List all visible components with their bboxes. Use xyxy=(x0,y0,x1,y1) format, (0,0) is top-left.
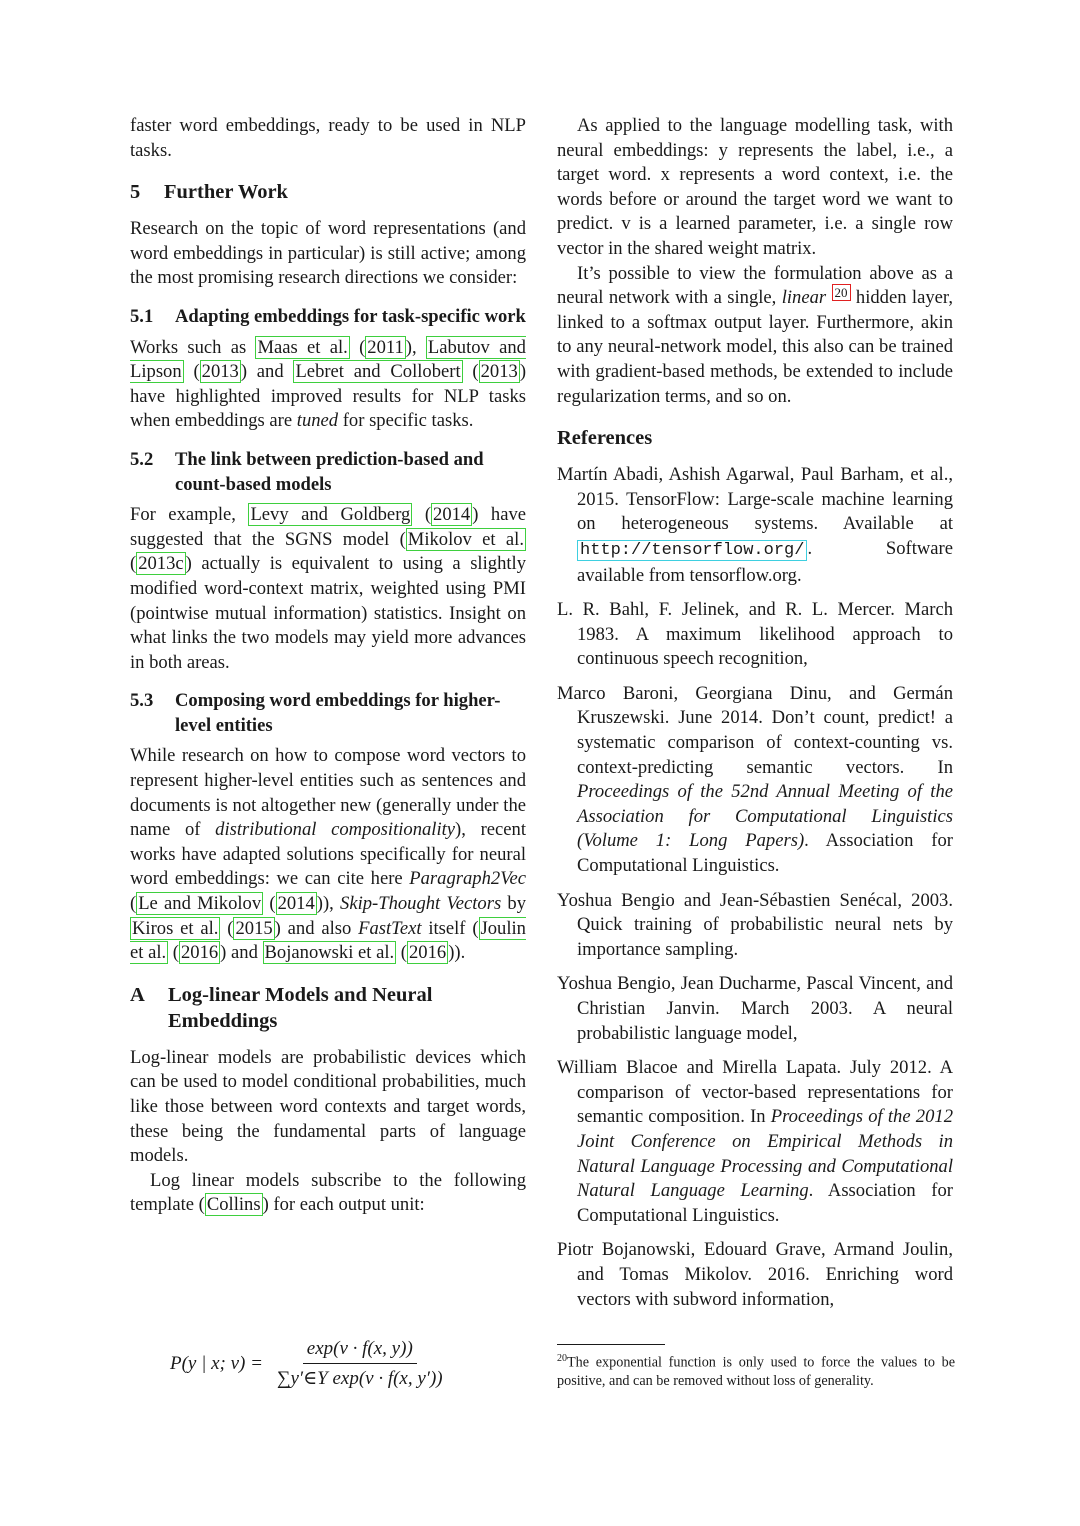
citation-link[interactable]: Levy and Goldberg xyxy=(250,504,411,526)
section-5-3-heading xyxy=(130,689,526,738)
left-column xyxy=(130,114,526,1218)
text: Marco Baroni, Georgiana Dinu, and Germán Kruszewski. June 2014. Don’t count, predict! a systematic comparison of context-counting vs. context-predicting semantic vectors. In xyxy=(557,682,953,778)
text: While research on how to compose word vectors to represent higher-level entities such as sentences and documents is not altogether new (generally under the name of xyxy=(130,745,526,841)
reference-item: Yoshua Bengio, Jean Ducharme, Pascal Vincent, and Christian Janvin. March 2003. A neural probabilistic language model, xyxy=(557,973,953,1044)
log-linear-equation xyxy=(170,1338,447,1390)
text: ) for each output unit: xyxy=(262,1194,425,1216)
emphasis: Paragraph2Vec xyxy=(409,868,526,890)
url-link[interactable]: http://tensorflow.org/ xyxy=(577,540,807,561)
reference-item xyxy=(557,1056,953,1228)
text: ) actually is equivalent to using a slightly modified word-context matrix, weighted using PMI (pointwise mutual information) statistics. Insight on what links the two models may yield more advances in both areas. xyxy=(130,553,526,673)
text: and xyxy=(226,942,263,964)
footnote-link[interactable]: 20 xyxy=(832,284,851,301)
citation-link[interactable]: Labutov and Lipson xyxy=(130,336,526,383)
right-column xyxy=(557,114,953,1322)
appendix-a-heading xyxy=(130,982,526,1034)
section-5-1-paragraph: Works such as Maas et al. ( 2011 ), Labutov and Lipson ( 2013 ) and Lebret and Collobert ( 2013 ) have highlighted improved results for NLP tasks when embeddings are tuned for specific tasks. xyxy=(130,336,527,432)
text: ), recent works have adapted solutions specifically for neural word embeddings: we can cite here xyxy=(130,819,526,890)
appendix-paragraph-2 xyxy=(130,1169,526,1218)
footnote xyxy=(557,1350,955,1390)
text: Log linear models subscribe to the following template ( xyxy=(130,1169,526,1216)
section-title: Composing word embeddings for higher-level entities xyxy=(175,690,501,736)
text: itself ( xyxy=(421,917,479,939)
emphasis: tuned xyxy=(296,410,339,432)
citation-link[interactable]: Bojanowski et al. xyxy=(264,942,395,964)
citation-link[interactable]: Le and Mikolov xyxy=(138,893,262,915)
text: . Software available from tensorflow.org. xyxy=(577,537,953,586)
emphasis: Skip-Thought Vectors xyxy=(340,893,502,915)
reference-item: L. R. Bahl, F. Jelinek, and R. L. Mercer. March 1983. A maximum likelihood approach to continuous speech recognition, xyxy=(557,599,953,670)
citation-year-link[interactable]: 2016 xyxy=(409,942,447,964)
section-title: Adapting embeddings for task-specific work xyxy=(175,305,526,327)
text: It’s possible to view the formulation above as a neural network with a single, xyxy=(557,262,953,309)
section-number: 5 xyxy=(130,181,141,204)
text: . Association for Computational Linguistics. xyxy=(577,830,953,877)
emphasis: linear xyxy=(781,287,827,309)
text: have suggested that the SGNS model ( xyxy=(130,504,527,550)
footnote-rule xyxy=(557,1344,665,1345)
text: Martín Abadi, Ashish Agarwal, Paul Barham, et al., 2015. TensorFlow: Large-scale machine learning on heterogeneous systems. Available at xyxy=(557,464,953,535)
section-5-1-heading xyxy=(130,305,526,330)
venue: Proceedings of the 2012 Joint Conference on Empirical Methods in Natural Language Processing and Computational Natural Language Learning xyxy=(577,1106,953,1202)
section-number: 5.2 xyxy=(130,448,154,470)
citation-link[interactable]: Kiros et al. xyxy=(132,917,219,939)
footnote-number: 20 xyxy=(557,1353,567,1364)
reference-item: Yoshua Bengio and Jean-Sébastien Senécal, 2003. Quick training of probabilistic neural nets by importance sampling. xyxy=(557,889,953,960)
text: for specific tasks. xyxy=(338,410,474,432)
citation-year-link[interactable]: 2013 xyxy=(480,361,518,383)
reference-list xyxy=(557,463,953,1312)
section-5-2-paragraph: For example, Levy and Goldberg ( 2014 ) have suggested that the SGNS model ( Mikolov et al. ( 2013c ) actually is equivalent to using a slightly modified word-context matrix, weighted using PMI (pointwise mutual information) statistics. Insight on what links the two models may yield more advances in both areas. xyxy=(130,504,527,673)
citation-link[interactable]: Joulin et al. xyxy=(130,917,526,964)
section-title: Further Work xyxy=(164,181,288,204)
right-paragraph-1: As applied to the language modelling task, with neural embeddings: y represents the label, i.e., a target word. x represents a word context, i.e. the words before or around the target word we want to predict. v is a learned parameter, i.e. a single row vector in the shared weight matrix. xyxy=(557,115,953,259)
section-number: 5.3 xyxy=(130,690,154,712)
reference-item xyxy=(557,463,953,588)
references-heading: References xyxy=(557,427,653,450)
right-paragraph-2 xyxy=(557,262,953,410)
citation-year-link[interactable]: 2014 xyxy=(433,504,471,526)
equation-denominator: ∑y′∈Y exp(v · f(x, y′)) xyxy=(276,1368,443,1389)
section-title: The link between prediction-based and count-based models xyxy=(175,448,484,495)
text: by xyxy=(501,893,526,915)
citation-year-link[interactable]: 2011 xyxy=(367,336,404,358)
citation-year-link[interactable]: 2015 xyxy=(235,917,273,939)
emphasis: distributional compositionality xyxy=(215,819,456,841)
intro-paragraph: faster word embeddings, ready to be used in NLP tasks. xyxy=(130,115,526,161)
section-5-heading xyxy=(130,179,526,205)
footnote-text: The exponential function is only used to force the values to be positive, and can be removed without loss of generality. xyxy=(557,1354,955,1389)
citation-year-link[interactable]: 2016 xyxy=(180,942,219,964)
text: . Association for Computational Linguistics. xyxy=(577,1180,953,1226)
section-number: 5.1 xyxy=(130,305,154,327)
text: For example, xyxy=(130,504,249,526)
reference-item: Piotr Bojanowski, Edouard Grave, Armand Joulin, and Tomas Mikolov. 2016. Enriching word vectors with subword information, xyxy=(557,1239,953,1310)
section-title: Log-linear Models and Neural Embeddings xyxy=(168,983,433,1032)
reference-item xyxy=(557,682,953,879)
text: Works such as xyxy=(130,336,256,358)
section-number: A xyxy=(130,983,145,1006)
citation-year-link[interactable]: 2013 xyxy=(201,361,239,383)
equation-fraction xyxy=(273,1338,447,1390)
text: William Blacoe and Mirella Lapata. July 2012. A comparison of vector-based representations for semantic composition. In xyxy=(557,1057,953,1128)
text: and also xyxy=(280,917,359,939)
citation-link[interactable]: Mikolov et al. xyxy=(407,528,524,550)
appendix-paragraph-1: Log-linear models are probabilistic devices which can be used to model conditional probabilities, much like those between word contexts and target words, these being the fundamental parts of language models. xyxy=(130,1046,526,1167)
citation-year-link[interactable]: 2013c xyxy=(138,553,184,575)
citation-link[interactable]: Lebret and Collobert xyxy=(295,361,461,383)
venue: Proceedings of the 52nd Annual Meeting of the Association for Computational Linguistics (Volume 1: Long Papers) xyxy=(577,781,953,852)
section-5-paragraph: Research on the topic of word representations (and word embeddings in particular) is still active; among the most promising research directions we consider: xyxy=(130,218,526,289)
section-5-2-heading xyxy=(130,448,526,497)
text: have highlighted improved results for NLP tasks when embeddings are xyxy=(130,385,526,432)
equation-numerator: exp(v · f(x, y)) xyxy=(303,1338,417,1364)
citation-link[interactable]: Maas et al. xyxy=(257,336,348,358)
citation-year-link[interactable]: 2014 xyxy=(277,893,315,915)
citation-link[interactable]: Collins xyxy=(206,1194,261,1216)
emphasis: FastText xyxy=(358,917,422,939)
equation-lhs: P(y | x; v) = xyxy=(170,1353,263,1374)
section-5-3-paragraph: While research on how to compose word vectors to represent higher-level entities such as sentences and documents is not altogether new (generally under the name of distributional compositionality), recent works have adapted solutions specifically for neural word embeddings: we can cite here Paragraph2Vec ( Le and Mikolov ( 2014 )), Skip-Thought Vectors by Kiros et al. ( 2015 ) and also FastText itself ( Joulin et al. ( 2016 ) and Bojanowski et al. ( 2016 )). xyxy=(130,745,526,964)
text: hidden layer, linked to a softmax output layer. Furthermore, akin to any neural-network model, this also can be trained with gradient-based methods, be extended to include regularization terms, and so on. xyxy=(557,287,953,407)
